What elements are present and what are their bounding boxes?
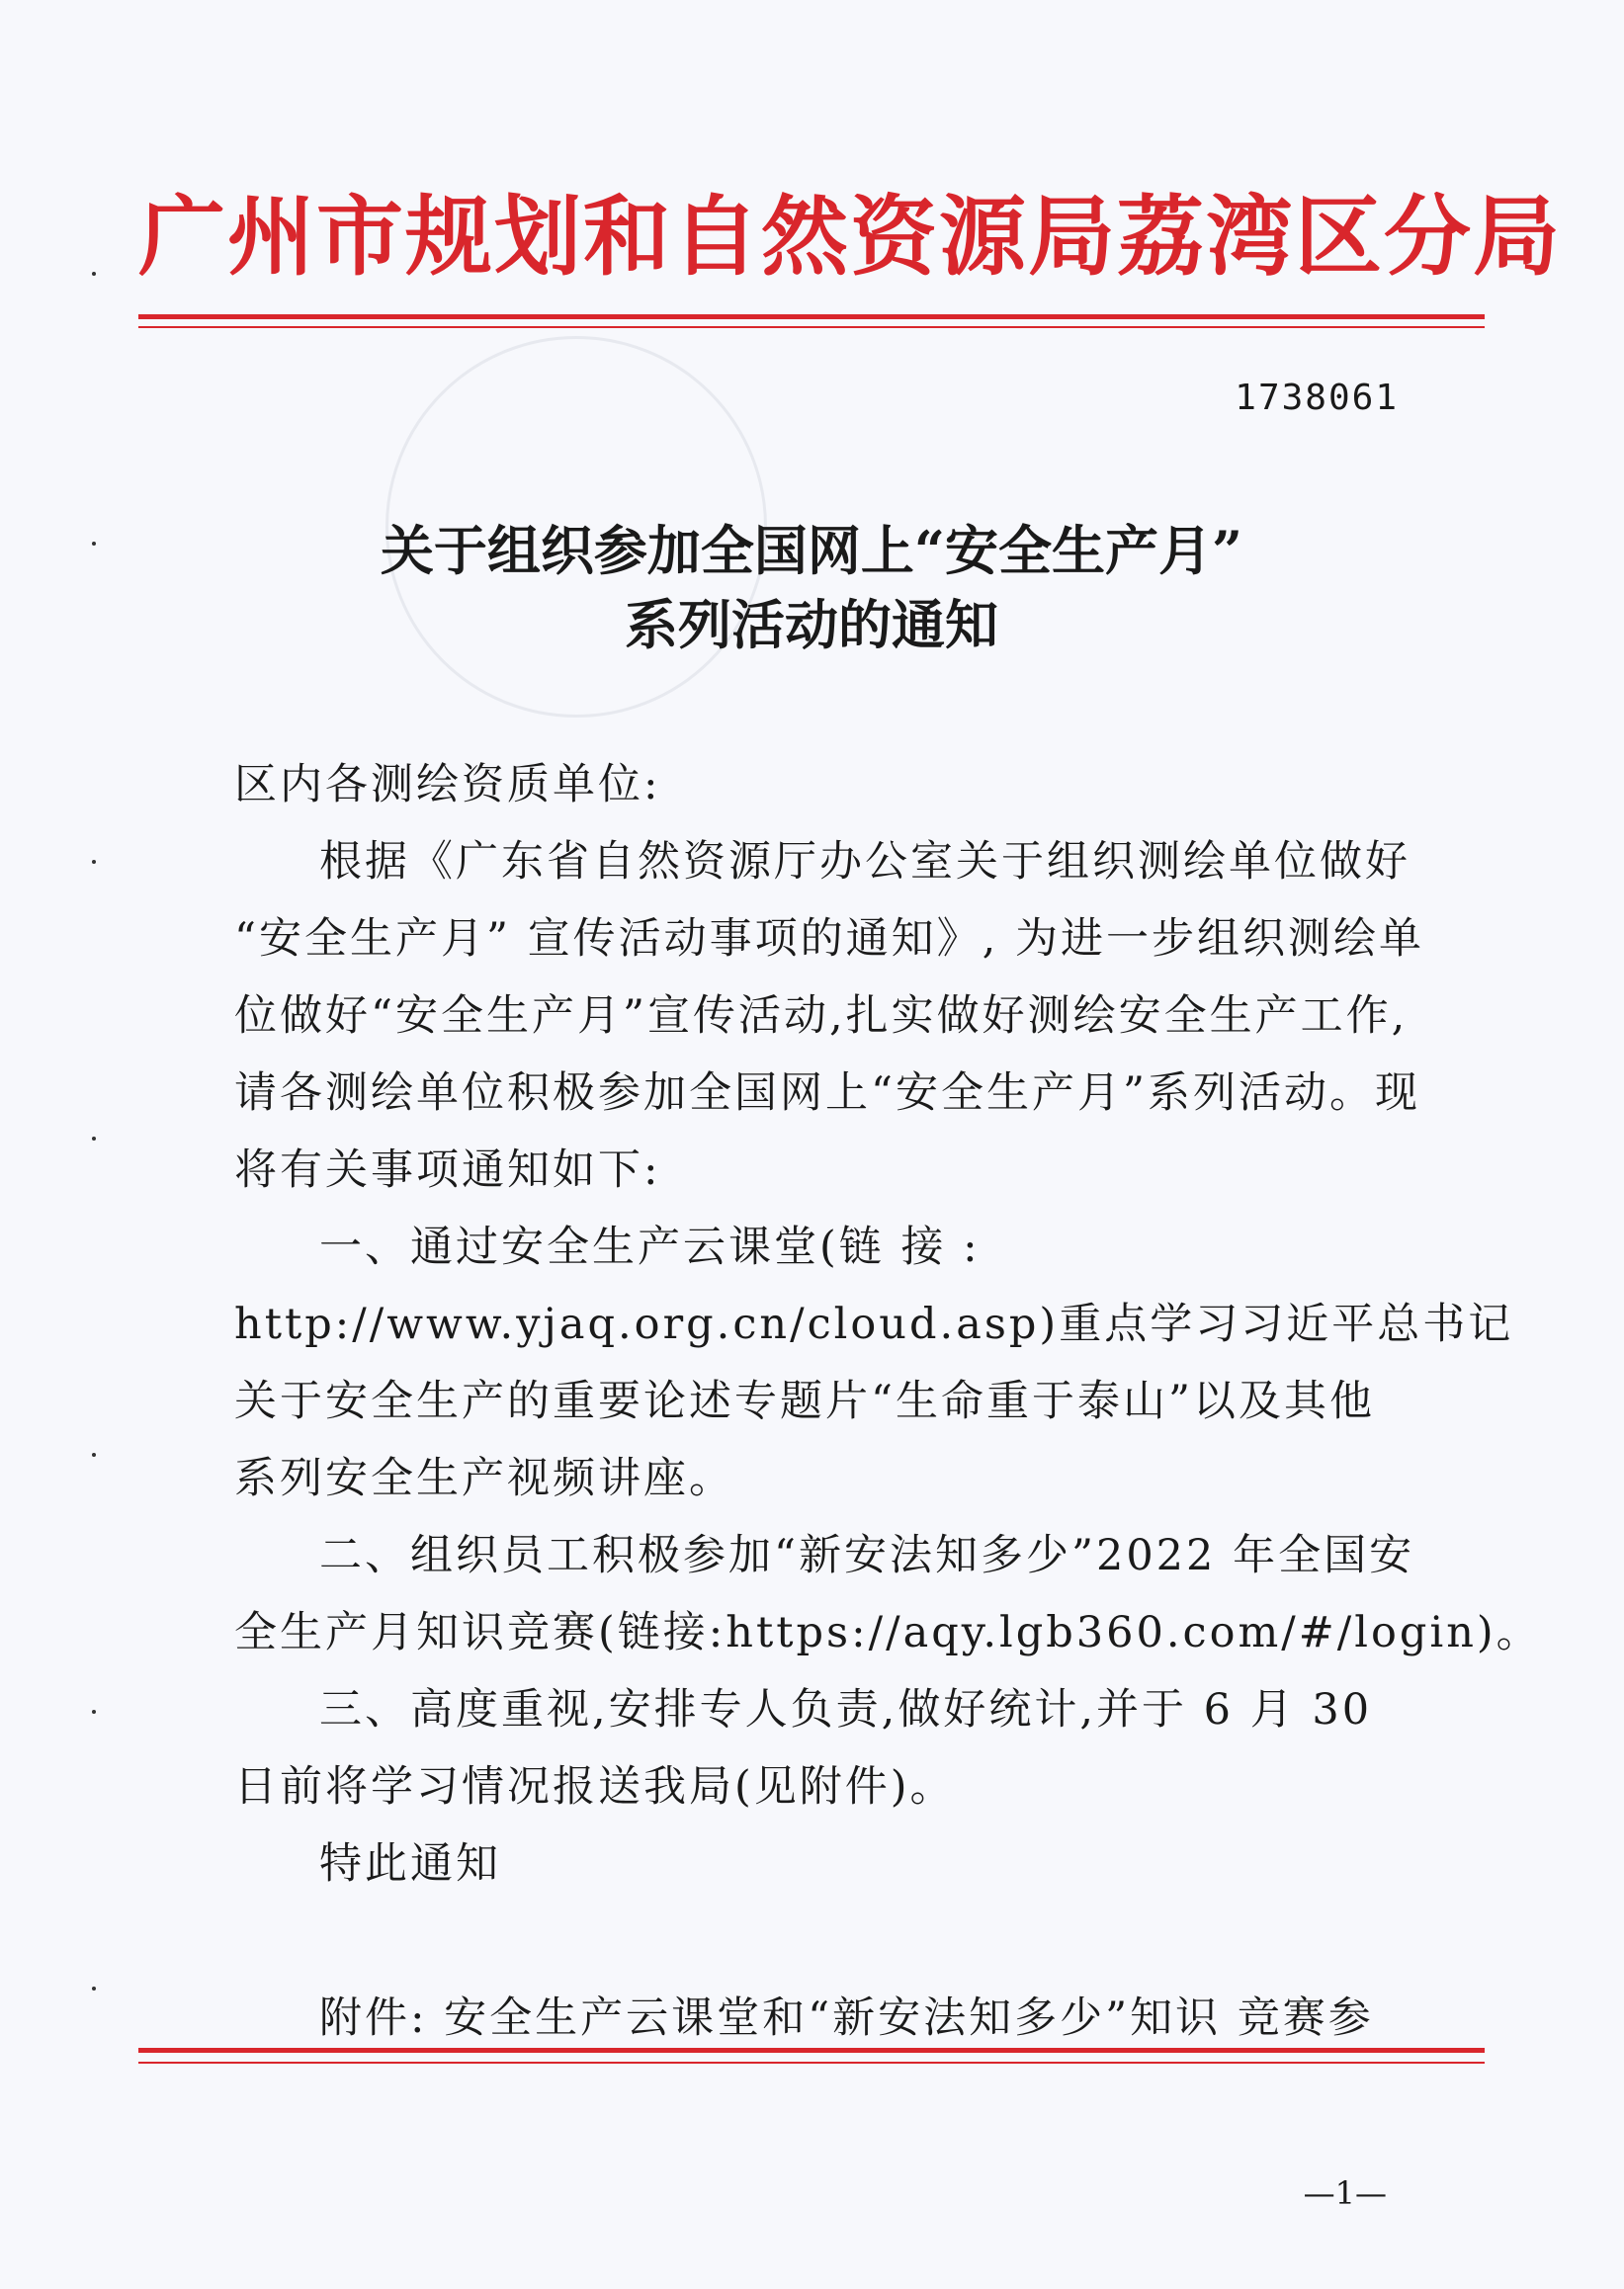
item-3-line: 三、高度重视,安排专人负责,做好统计,并于 6 月 30: [319, 1685, 1373, 1735]
item-1-link-line: http://www.yjaq.org.cn/cloud.asp)重点学习习近平总书记: [234, 1300, 1514, 1349]
item-1-line: 系列安全生产视频讲座。: [234, 1454, 734, 1503]
binding-dot: [92, 542, 96, 546]
paragraph-1-line: 请各测绘单位积极参加全国网上“安全生产月”系列活动。现: [234, 1068, 1420, 1118]
agency-header: 广州市规划和自然资源局荔湾区分局: [138, 185, 1563, 288]
attachment-note: 附件: 安全生产云课堂和“新安法知多少”知识 竞赛参: [319, 1993, 1374, 2043]
binding-dot: [92, 1453, 96, 1457]
paragraph-1-line: 根据《广东省自然资源厅办公室关于组织测绘单位做好: [319, 837, 1410, 887]
item-1-line: 关于安全生产的重要论述专题片“生命重于泰山”以及其他: [234, 1377, 1375, 1426]
document-number: 1738061: [1235, 378, 1399, 418]
item-3-line: 日前将学习情况报送我局(见附件)。: [234, 1762, 956, 1812]
page-number: —1—: [1303, 2174, 1387, 2212]
binding-dot: [92, 1987, 96, 1991]
paragraph-1-line: 位做好“安全生产月”宣传活动,扎实做好测绘安全生产工作,: [234, 991, 1409, 1041]
footer-rule-thin: [138, 2062, 1485, 2064]
footer-rule-thick: [138, 2048, 1485, 2053]
title-line-1: 关于组织参加全国网上“安全生产月”: [380, 519, 1243, 582]
closing: 特此通知: [319, 1839, 501, 1889]
paragraph-1-line: 将有关事项通知如下:: [234, 1145, 661, 1195]
item-2-link-line: 全生产月知识竞赛(链接:https://aqy.lgb360.com/#/login)。: [234, 1608, 1542, 1657]
binding-dot: [92, 1710, 96, 1714]
item-1-line: 一、通过安全生产云课堂(链 接 :: [319, 1223, 981, 1272]
title-line-2: 系列活动的通知: [625, 593, 998, 656]
item-2-line: 二、组织员工积极参加“新安法知多少”2022 年全国安: [319, 1531, 1415, 1580]
header-rule-thick: [138, 314, 1485, 319]
binding-dot: [92, 860, 96, 864]
paragraph-1-line: “安全生产月” 宣传活动事项的通知》, 为进一步组织测绘单: [234, 914, 1424, 964]
header-rule-thin: [138, 326, 1485, 328]
body-text: [234, 746, 1542, 2057]
binding-dot: [92, 272, 96, 276]
salutation: 区内各测绘资质单位:: [234, 760, 661, 809]
binding-dot: [92, 1137, 96, 1141]
spacer: [234, 1903, 1391, 1980]
